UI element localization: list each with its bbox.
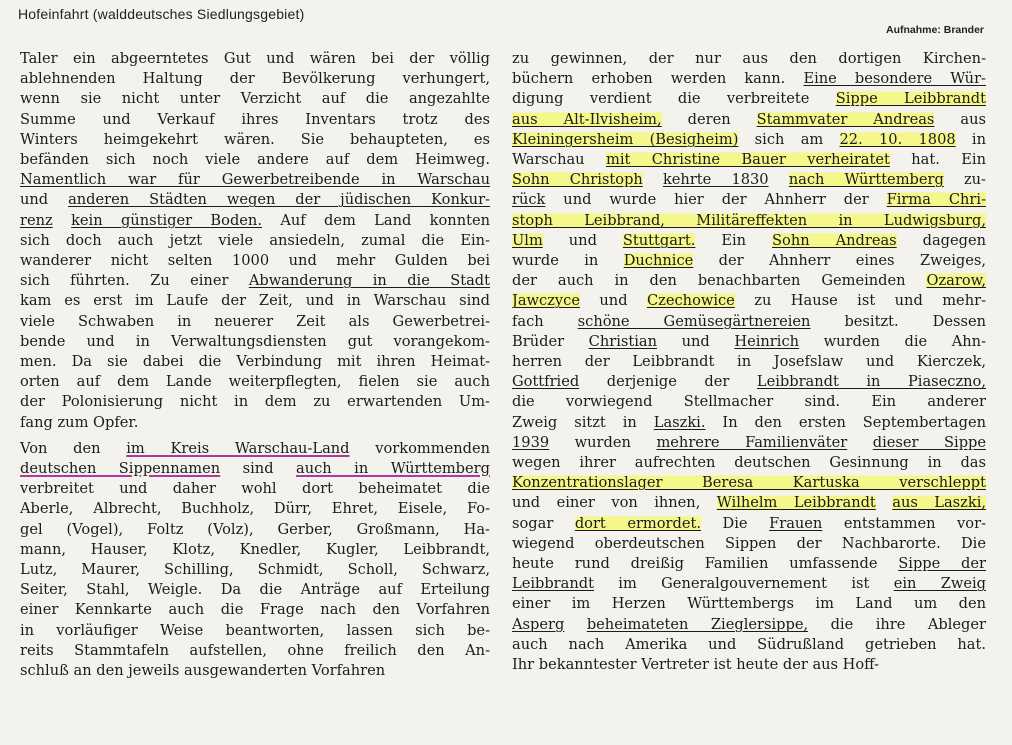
text-line: einer im Herzen Württembergs im Land um den <box>512 595 986 613</box>
text-line: wiegend oberdeutschen Sippen der Nachbarorte. Die <box>512 534 986 552</box>
text-segment: digung verdient die verbreitete <box>512 90 836 108</box>
text-line: Ihr bekanntester Vertreter ist heute der aus Hoff- <box>512 656 879 674</box>
text-segment: Von den <box>20 439 127 457</box>
text-line: in vorläufiger Weise beantworten, lassen sich be- <box>20 621 490 639</box>
text-segment <box>847 434 873 451</box>
text-segment: dagegen <box>896 231 986 249</box>
highlighted-phrase: Sohn Christoph <box>512 171 643 189</box>
text-line: Lutz, Maurer, Schilling, Schmidt, Scholl, Schwarz, <box>20 561 490 579</box>
text-segment <box>876 494 892 511</box>
text-line <box>20 439 490 459</box>
text-segment: sogar <box>512 514 575 532</box>
text-line <box>512 271 986 291</box>
highlighted-phrase: aus Laszki, <box>892 494 986 512</box>
text-line: wenn sie nicht unter Verzicht auf die angezahlte <box>20 90 490 108</box>
text-line <box>512 170 986 190</box>
text-segment: wurde in <box>512 252 624 270</box>
text-line <box>512 291 986 311</box>
photo-credit: Aufnahme: Brander <box>885 24 984 36</box>
underlined-phrase: mehrere Familienväter <box>656 433 848 451</box>
text-line: die vorwiegend Stellmacher sind. Ein anderer <box>512 393 986 411</box>
underlined-phrase: Sippe der <box>898 555 986 573</box>
text-line <box>20 190 490 210</box>
right-text-column <box>512 49 986 675</box>
text-line: Seiter, Stahl, Weigle. Da die Anträge auf Erteilung <box>20 581 490 599</box>
text-segment: und <box>20 191 69 209</box>
text-line: befänden sich noch viele andere auf dem Heimweg. <box>20 151 490 169</box>
underlined-phrase: Heinrich <box>734 332 800 350</box>
text-line <box>512 211 986 231</box>
text-line: bende und in Verwaltungsdiensten gut vorangekom- <box>20 332 490 350</box>
underlined-phrase: 1939 <box>512 433 550 451</box>
text-line: herren der Leibbrandt in Josefslaw und Kierczek, <box>512 353 986 371</box>
text-line <box>512 69 986 89</box>
highlighted-phrase: Czechowice <box>647 292 735 310</box>
text-segment: und <box>542 231 623 249</box>
text-segment: fach <box>512 312 578 330</box>
text-line: ablehnenden Haltung der Bevölkerung verhungert, <box>20 70 490 88</box>
text-segment: zu- <box>943 171 986 189</box>
text-line <box>20 459 490 479</box>
text-segment: deren <box>661 110 757 128</box>
highlighted-phrase: nach Württemberg <box>788 171 944 189</box>
text-line <box>512 372 986 392</box>
text-line: Summe und Verkauf ihres Inventars trotz des <box>20 110 490 128</box>
text-line <box>20 271 490 291</box>
text-line <box>512 231 986 251</box>
left-text-column <box>20 49 490 681</box>
highlighted-phrase: Wilhelm Leibbrandt <box>716 494 876 512</box>
text-line <box>512 554 986 574</box>
text-line <box>512 312 986 332</box>
underlined-phrase: Leibbrandt in Piaseczno, <box>756 373 986 391</box>
highlighted-phrase: stoph Leibbrand, Militäreffekten in Ludwigsburg, <box>512 211 986 229</box>
text-line <box>20 170 490 190</box>
text-segment: und wurde hier der Ahnherr der <box>545 191 887 209</box>
highlighted-phrase: Sippe Leibbrandt <box>835 90 986 108</box>
underlined-phrase: Leibbrandt <box>512 575 594 593</box>
text-line <box>512 473 986 493</box>
text-segment <box>643 171 663 188</box>
text-segment: und einer von ihnen, <box>512 494 717 512</box>
underlined-phrase: Laszki. <box>653 413 706 431</box>
text-line: mann, Hauser, Klotz, Knedler, Kugler, Leibbrandt, <box>20 540 490 558</box>
text-segment: Brüder <box>512 332 589 350</box>
text-line <box>512 514 986 534</box>
text-segment: derjenige der <box>579 373 757 391</box>
highlighted-phrase: Stammvater Andreas <box>756 110 935 128</box>
highlighted-phrase: Duchnice <box>623 252 694 270</box>
highlighted-phrase: Stuttgart. <box>622 231 696 249</box>
text-segment: In den ersten Septembertagen <box>705 413 986 431</box>
text-segment: die ihre Ableger <box>808 615 986 633</box>
underlined-phrase: Abwanderung in die Stadt <box>248 272 490 290</box>
text-line: einer Kennkarte auch die Frage nach den Vorfahren <box>20 601 490 619</box>
highlighted-phrase: Firma Chri- <box>886 191 986 209</box>
text-line <box>512 110 986 130</box>
underlined-phrase: kehrte 1830 <box>662 171 769 189</box>
text-segment: sich am <box>738 130 840 148</box>
text-segment <box>53 212 71 229</box>
text-segment: sind <box>220 460 297 478</box>
highlighted-phrase: Konzentrationslager Beresa Kartuska verschleppt <box>512 474 986 492</box>
text-segment: der auch in den benachbarten Gemeinden <box>512 272 927 290</box>
underlined-phrase: schöne Gemüsegärtnereien <box>577 312 811 330</box>
text-line <box>512 130 986 150</box>
highlighted-phrase: aus Alt-Ilvisheim, <box>512 110 662 128</box>
highlighted-phrase: Ozarow, <box>926 272 986 290</box>
underlined-phrase: dieser Sippe <box>872 433 986 451</box>
underlined-phrase: renz <box>20 211 53 229</box>
text-line <box>512 615 986 635</box>
underlined-phrase: anderen Städten wegen der jüdischen Konkur- <box>68 191 490 209</box>
underlined-phrase: Asperg <box>512 615 565 633</box>
underlined-phrase: Christian <box>588 332 658 350</box>
text-line: Taler ein abgeerntetes Gut und wären bei der völlig <box>20 50 490 67</box>
text-segment: und <box>657 332 735 350</box>
text-line: gel (Vogel), Foltz (Volz), Gerber, Großmann, Ha- <box>20 520 490 538</box>
text-line <box>512 89 986 109</box>
underlined-phrase: im Kreis Warschau-Land <box>126 439 350 457</box>
highlighted-phrase: dort ermordet. <box>574 514 702 532</box>
text-line: Aberle, Albrecht, Buchholz, Dürr, Ehret, Eisele, Fo- <box>20 500 490 518</box>
text-line <box>512 493 986 513</box>
text-segment: wurden <box>549 433 657 451</box>
underlined-phrase: Namentlich war für Gewerbetreibende in Warschau <box>20 171 490 189</box>
text-segment: und <box>579 292 647 310</box>
text-segment: besitzt. Dessen <box>810 312 986 330</box>
text-line <box>512 190 986 210</box>
text-segment: hat. Ein <box>889 151 986 169</box>
text-segment: in <box>955 130 986 148</box>
underlined-phrase: ein Zweig <box>893 575 986 593</box>
text-line: schluß an den jeweils ausgewanderten Vorfahren <box>20 662 386 680</box>
text-line: verbreitet und daher wohl dort beheimatet die <box>20 480 490 498</box>
highlighted-phrase: mit Christine Bauer verheiratet <box>605 151 890 169</box>
underlined-phrase: deutschen Sippennamen <box>20 460 221 478</box>
text-segment: Die <box>701 514 770 532</box>
text-line: zu gewinnen, der nur aus den dortigen Kirchen- <box>512 50 986 67</box>
underlined-phrase: Frauen <box>769 514 823 532</box>
underlined-phrase: Eine besondere Wür- <box>803 70 986 88</box>
text-segment: vorkommenden <box>349 439 490 457</box>
text-line: sich doch auch jetzt viele ansiedeln, zumal die Ein- <box>20 231 490 249</box>
text-segment: Ein <box>695 231 773 249</box>
text-line: viele Schwaben in neuerer Zeit als Gewerbetrei- <box>20 312 490 330</box>
text-segment: büchern erhoben werden kann. <box>512 70 804 88</box>
text-line <box>20 211 490 231</box>
text-line <box>512 150 986 170</box>
text-line: auch nach Amerika und Südrußland getrieben hat. <box>512 635 986 653</box>
text-segment: entstammen vor- <box>822 514 986 532</box>
text-line <box>512 413 986 433</box>
text-segment <box>769 171 789 188</box>
text-segment: heute rund dreißig Familien umfassende <box>512 555 899 573</box>
highlighted-phrase: Ulm <box>512 231 543 249</box>
text-segment: wurden die Ahn- <box>799 332 986 350</box>
underlined-phrase: kein günstiger Boden. <box>71 211 262 229</box>
text-segment: im Generalgouvernement ist <box>593 575 894 593</box>
text-line: reits Stammtafeln aufstellen, ohne freilich den An- <box>20 641 490 659</box>
text-line: men. Da sie dabei die Verbindung mit ihren Heimat- <box>20 353 490 371</box>
underlined-phrase: rück <box>512 191 546 209</box>
text-segment: Zweig sitzt in <box>512 413 654 431</box>
text-line: Winters heimgekehrt wären. Sie behaupteten, es <box>20 130 490 148</box>
text-line <box>512 251 986 271</box>
text-segment: zu Hause ist und mehr- <box>734 292 986 310</box>
text-line: der Polonisierung nicht in dem zu erwartenden Um- <box>20 393 490 411</box>
text-segment: aus <box>934 110 986 128</box>
highlighted-phrase: Sohn Andreas <box>772 231 897 249</box>
highlighted-phrase: Kleiningersheim (Besigheim) <box>512 130 739 148</box>
text-line: wegen ihrer aufrechten deutschen Gesinnung in das <box>512 454 986 472</box>
text-segment: sich führten. Zu einer <box>20 272 249 290</box>
underlined-phrase: Gottfried <box>512 373 580 391</box>
underlined-phrase: beheimateten Zieglersippe, <box>586 615 809 633</box>
highlighted-phrase: 22. 10. 1808 <box>839 130 956 148</box>
text-line <box>512 574 986 594</box>
text-line <box>512 433 986 453</box>
text-line: kam es erst im Laufe der Zeit, und in Warschau sind <box>20 292 490 310</box>
text-segment: der Ahnherr eines Zweiges, <box>693 252 986 270</box>
underlined-phrase: auch in Württemberg <box>296 460 490 478</box>
text-line: wanderer nicht selten 1000 und mehr Gulden bei <box>20 252 490 270</box>
text-segment <box>564 616 586 633</box>
text-segment: Auf dem Land konnten <box>261 211 490 229</box>
image-caption: Hofeinfahrt (walddeutsches Siedlungsgebiet) <box>18 6 305 22</box>
text-segment: Warschau <box>512 151 606 169</box>
text-line: orten auf dem Lande weiterpflegten, fielen sie auch <box>20 373 490 391</box>
text-line: fang zum Opfer. <box>20 413 139 431</box>
text-line <box>512 332 986 352</box>
highlighted-phrase: Jawczyce <box>512 292 580 310</box>
